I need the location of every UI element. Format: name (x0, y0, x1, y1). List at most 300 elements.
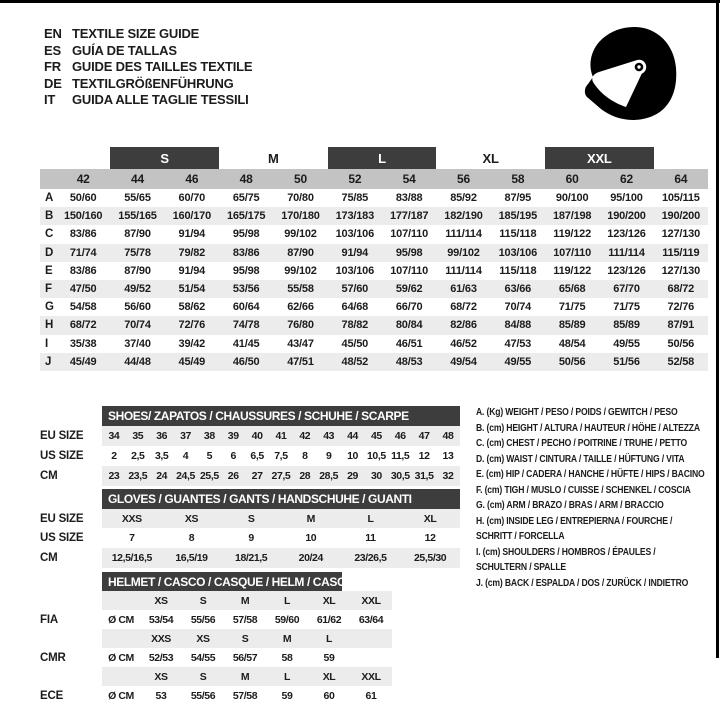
table-cell: 165/175 (226, 210, 266, 223)
section-cell: 46 (394, 430, 406, 442)
table-cell: 71/74 (69, 246, 97, 259)
section-cell: 7 (129, 532, 135, 545)
section-cell: 26 (227, 470, 239, 482)
legend-line: E. (cm) HIP / CADERA / HANCHE / HÜFTE / HIPS / BACINO (476, 468, 705, 480)
language-title: GUIDA ALLE TAGLIE TESSILI (72, 92, 249, 107)
section-cell: 8 (302, 450, 308, 462)
row-label: C (45, 228, 54, 241)
table-cell: 45/49 (69, 355, 97, 368)
size-group-m: M (268, 150, 279, 166)
table-cell: 70/74 (124, 319, 151, 332)
section-cell: M (240, 594, 250, 607)
table-cell: 87/90 (124, 228, 151, 241)
table-cell: 68/72 (450, 301, 477, 314)
section-cell: 2 (111, 450, 117, 462)
table-cell: 44/48 (124, 355, 151, 368)
section-row-band (102, 648, 392, 667)
section-cell: 36 (156, 430, 168, 442)
size-column-header: 56 (457, 172, 470, 186)
table-cell: 65/68 (558, 283, 586, 296)
section-cell: 7,5 (274, 450, 288, 462)
section-cell: 23/26,5 (354, 551, 387, 564)
table-cell: 55/58 (287, 283, 314, 296)
section-cell: 57/58 (232, 613, 258, 626)
unit-cell: Ø CM (108, 613, 134, 626)
right-border (716, 0, 719, 658)
table-cell: 41/45 (232, 337, 260, 350)
row-label: G (45, 301, 54, 314)
table-cell: 127/130 (661, 228, 700, 241)
table-cell: 51/56 (613, 355, 640, 368)
table-cell: 123/126 (607, 228, 646, 241)
table-cell: 105/115 (661, 192, 700, 205)
table-cell: 111/114 (445, 228, 482, 241)
table-cell: 91/94 (178, 228, 206, 241)
section-cell: 61 (365, 689, 377, 702)
language-row (44, 59, 252, 76)
row-label: J (45, 355, 52, 368)
table-cell: 99/102 (284, 228, 317, 241)
section-cell: 2,5 (131, 450, 145, 462)
section-row-band (102, 466, 460, 486)
section-row-band (102, 548, 460, 568)
table-cell: 50/56 (667, 337, 695, 350)
section-cell: XS (154, 594, 168, 607)
table-cell: 48/53 (395, 355, 423, 368)
section-row-band (102, 509, 460, 529)
table-cell: 74/78 (232, 319, 260, 332)
section-row-label: CMR (40, 651, 66, 664)
section-cell: 11,5 (391, 450, 410, 462)
language-code: IT (44, 92, 56, 107)
section-row (40, 509, 460, 529)
table-cell: 57/60 (341, 283, 369, 296)
section-row-label: EU SIZE (40, 512, 84, 525)
section-cell: 8 (188, 532, 195, 545)
section-cell: XS (196, 632, 210, 645)
section-row (40, 610, 392, 629)
shoes-size-table (40, 406, 460, 486)
table-cell: 72/76 (178, 319, 206, 332)
language-code: FR (44, 59, 61, 74)
section-cell: 41 (275, 430, 287, 442)
section-cell: S (199, 670, 207, 683)
table-cell: 90/100 (555, 192, 589, 205)
table-cell: 56/60 (124, 301, 151, 314)
unit-cell: Ø CM (108, 689, 134, 702)
section-row (40, 667, 392, 686)
racing-helmet-icon (580, 20, 680, 126)
section-cell: 12 (418, 450, 430, 462)
section-row (40, 648, 392, 667)
section-cell: L (325, 632, 332, 645)
table-cell: 60/64 (232, 301, 260, 314)
section-cell: 6 (230, 450, 236, 462)
section-cell: 24,5 (176, 470, 195, 482)
legend-line: SCHULTERN / SPALLE (476, 561, 567, 573)
table-row-b (40, 207, 708, 225)
section-row (40, 528, 460, 548)
table-cell: 85/92 (450, 192, 477, 205)
section-cell: L (283, 594, 290, 607)
section-cell: 63/64 (358, 613, 384, 626)
section-cell: 55/56 (190, 689, 216, 702)
section-row-band (102, 610, 392, 629)
legend-line: A. (Kg) WEIGHT / PESO / POIDS / GEWITCH / PESO (476, 406, 678, 418)
table-cell: 49/52 (124, 283, 151, 296)
section-cell: 54/55 (190, 651, 216, 664)
size-group-row (40, 147, 708, 169)
table-cell: 62/66 (287, 301, 314, 314)
row-label: E (45, 264, 53, 277)
language-row (44, 92, 252, 109)
section-cell: 30 (370, 470, 382, 482)
section-cell: 16,5/19 (175, 551, 208, 564)
language-row (44, 26, 252, 43)
section-cell: S (199, 594, 207, 607)
legend-line: H. (cm) INSIDE LEG / ENTREPIERNA / FOURCHE / (476, 514, 673, 527)
table-cell: 61/63 (450, 283, 477, 296)
table-cell: 84/88 (504, 319, 532, 332)
row-label: F (45, 283, 52, 296)
section-cell: 3,5 (154, 450, 169, 462)
section-row-band (102, 629, 392, 648)
section-cell: XL (423, 512, 437, 525)
section-cell: 45 (370, 430, 382, 442)
section-cell: 43 (323, 430, 335, 442)
section-cell: 52/53 (148, 651, 174, 664)
size-group-s: S (110, 147, 219, 169)
table-cell: 190/200 (607, 210, 646, 223)
helmet-size-table (40, 572, 392, 705)
legend-line: SCHRITT / FORCELLA (476, 530, 565, 542)
table-cell: 46/51 (395, 337, 423, 350)
size-group-l: L (328, 147, 437, 169)
section-row-label (40, 667, 102, 686)
section-row (40, 686, 392, 705)
section-cell: XL (322, 670, 336, 683)
section-label-spacer (40, 489, 102, 509)
table-row-c (40, 225, 708, 243)
section-cell: 23,5 (128, 470, 148, 482)
table-cell: 95/98 (395, 246, 423, 259)
section-cell: 38 (203, 430, 215, 442)
section-cell: 25,5 (199, 470, 219, 482)
table-cell: 45/50 (341, 337, 369, 350)
table-cell: 99/102 (284, 264, 317, 277)
section-cell: 29 (347, 470, 358, 482)
table-cell: 39/42 (178, 337, 206, 350)
table-cell: 87/90 (124, 264, 151, 277)
table-cell: 111/114 (608, 246, 645, 259)
table-cell: 87/91 (667, 319, 695, 332)
section-cell: 34 (108, 430, 120, 442)
section-cell: 27,5 (271, 470, 291, 482)
table-cell: 103/106 (335, 228, 374, 241)
language-code: ES (44, 42, 61, 58)
legend-line: C. (cm) CHEST / PECHO / POITRINE / TRUHE / PETTO (476, 437, 688, 449)
section-cell: 56/57 (232, 651, 258, 664)
section-cell: 57/58 (232, 689, 258, 702)
section-cell: 24 (156, 470, 168, 482)
gloves-size-table (40, 489, 460, 568)
size-column-header: 48 (239, 172, 253, 186)
table-cell: 170/180 (281, 210, 320, 223)
legend-entry (476, 467, 714, 483)
table-cell: 63/66 (504, 283, 532, 296)
section-title: HELMET / CASCO / CASQUE / HELM / CASCO (102, 572, 342, 591)
section-title-row (40, 489, 460, 509)
table-cell: 80/84 (395, 319, 423, 332)
textile-rows (40, 189, 708, 371)
section-cell: XXL (361, 670, 381, 683)
legend-entry (476, 405, 714, 421)
table-cell: 71/75 (613, 301, 640, 314)
section-row (40, 426, 460, 446)
table-cell: 150/160 (63, 210, 103, 223)
section-cell: 58 (281, 651, 293, 664)
section-cell: 28,5 (319, 470, 339, 482)
section-row-label: US SIZE (40, 532, 84, 545)
section-row-label: EU SIZE (40, 430, 84, 442)
legend-line: B. (cm) HEIGHT / ALTURA / HAUTEUR / HÖHE / ALTEZZA (476, 421, 700, 434)
table-cell: 75/85 (341, 192, 369, 205)
table-cell: 48/52 (341, 355, 369, 368)
table-cell: 55/65 (124, 192, 151, 205)
section-cell: XS (154, 670, 168, 683)
section-cell: S (247, 512, 255, 525)
table-cell: 60/70 (178, 192, 206, 205)
legend-line: F. (cm) TIGH / MUSLO / CUISSE / SCHENKEL / COSCIA (476, 483, 691, 496)
section-row-label: ECE (40, 689, 64, 702)
section-cell: 28 (299, 470, 311, 482)
section-cell: 11 (365, 532, 376, 545)
table-cell: 107/110 (390, 228, 429, 241)
table-cell: 66/70 (395, 301, 423, 314)
table-cell: 67/70 (613, 283, 640, 296)
row-label: H (45, 319, 54, 332)
measurement-legend (476, 405, 714, 591)
table-cell: 185/195 (498, 210, 537, 223)
table-cell: 103/106 (498, 246, 537, 259)
table-cell: 48/54 (558, 337, 586, 350)
size-column-header: 60 (565, 172, 579, 186)
table-row-d (40, 244, 708, 262)
table-cell: 49/54 (450, 355, 477, 368)
language-row (44, 43, 252, 60)
language-code: EN (44, 26, 62, 41)
size-column-header: 46 (185, 172, 199, 186)
language-title: TEXTILGRÖßENFÜHRUNG (72, 75, 234, 91)
table-cell: 115/118 (499, 264, 537, 277)
table-cell: 83/88 (395, 192, 423, 205)
row-label: B (45, 210, 54, 223)
table-cell: 51/54 (178, 283, 206, 296)
section-cell: 30,5 (390, 470, 410, 482)
legend-entry (476, 452, 714, 468)
table-cell: 85/89 (613, 319, 640, 332)
section-row (40, 629, 392, 648)
table-cell: 83/86 (69, 264, 97, 277)
table-cell: 64/68 (341, 301, 369, 314)
section-cell: 40 (251, 430, 263, 442)
size-column-header: 50 (294, 172, 307, 186)
language-title: GUIDE DES TAILLES TEXTILE (72, 59, 253, 74)
table-cell: 50/56 (558, 355, 586, 368)
section-cell: 12,5/16,5 (111, 551, 152, 564)
table-row-h (40, 316, 708, 334)
table-cell: 78/82 (341, 319, 369, 332)
section-cell: 59/60 (274, 613, 300, 626)
top-border (0, 0, 720, 3)
table-cell: 85/89 (558, 319, 586, 332)
size-column-header: 62 (620, 172, 633, 186)
section-cell: 25,5/30 (413, 551, 447, 564)
section-cell: 13 (442, 450, 454, 462)
section-cell: M (240, 670, 250, 683)
legend-entry (476, 436, 714, 452)
size-column-header: 58 (511, 172, 525, 186)
section-cell: M (282, 632, 292, 645)
table-cell: 72/76 (667, 301, 695, 314)
legend-entry (476, 421, 714, 437)
section-cell: 6,5 (250, 450, 264, 462)
legend-line: J. (cm) BACK / ESPALDA / DOS / ZURÜCK / INDIETRO (476, 576, 689, 589)
section-cell: M (306, 512, 315, 525)
section-row-band (102, 667, 392, 686)
table-cell: 107/110 (390, 264, 429, 277)
size-group-xl: XL (482, 150, 499, 166)
table-cell: 35/38 (69, 337, 97, 350)
section-cell (350, 648, 392, 667)
section-cell: 42 (299, 430, 311, 442)
section-cell: S (241, 632, 249, 645)
section-label-spacer (40, 572, 102, 591)
table-cell: 83/86 (69, 228, 97, 241)
table-row-a (40, 189, 708, 207)
table-cell: 53/56 (232, 283, 260, 296)
table-cell: 95/98 (232, 228, 260, 241)
section-cell: 59 (281, 689, 293, 702)
language-code: DE (44, 75, 62, 91)
table-cell: 82/86 (450, 319, 477, 332)
table-cell: 91/94 (341, 246, 369, 259)
section-row-label: US SIZE (40, 450, 84, 462)
legend-line: D. (cm) WAIST / CINTURA / TAILLE / HÜFTUNG / VITA (476, 452, 685, 465)
section-cell: 32 (442, 470, 454, 482)
table-cell: 123/126 (607, 264, 646, 277)
unit-cell (102, 629, 140, 648)
table-cell: 79/82 (178, 246, 206, 259)
section-cell: 35 (132, 430, 144, 442)
table-cell: 91/94 (178, 264, 206, 277)
section-cell: 47 (418, 430, 430, 442)
table-cell: 119/122 (553, 264, 592, 277)
section-cell: 9 (248, 532, 254, 545)
table-cell: 187/198 (552, 210, 592, 223)
table-cell: 45/49 (178, 355, 206, 368)
table-cell: 65/75 (232, 192, 260, 205)
table-cell: 58/62 (178, 301, 206, 314)
section-cell: 59 (323, 651, 335, 664)
section-row-label (40, 629, 102, 648)
section-title: GLOVES / GUANTES / GANTS / HANDSCHUHE / GUANTI (102, 489, 460, 509)
table-cell: 190/200 (661, 210, 700, 223)
section-cell: 12 (424, 532, 436, 545)
section-cell: 9 (325, 450, 332, 462)
section-title: SHOES/ ZAPATOS / CHAUSSURES / SCHUHE / SCARPE (102, 406, 460, 426)
table-row-g (40, 298, 708, 316)
section-cell: XL (322, 594, 336, 607)
section-cell: 61/62 (316, 613, 342, 626)
section-row-band (102, 446, 460, 466)
section-cell: 23 (108, 470, 120, 482)
section-label-spacer (40, 406, 102, 426)
size-group-xxl: XXL (545, 147, 654, 169)
table-cell: 95/100 (610, 192, 643, 205)
table-cell: 68/72 (69, 319, 97, 332)
section-cell (350, 629, 392, 648)
table-cell: 49/55 (504, 355, 532, 368)
section-row-label: CM (40, 470, 58, 482)
section-cell: 60 (323, 689, 335, 702)
textile-size-table (40, 147, 708, 371)
legend-entry (476, 498, 714, 514)
row-label: I (45, 337, 48, 350)
section-row-label: CM (40, 551, 58, 564)
size-column-header: 52 (348, 172, 362, 186)
table-cell: 87/95 (504, 192, 532, 205)
section-row-label (40, 591, 102, 610)
section-cell: 39 (227, 430, 239, 442)
section-cell: 53 (155, 689, 167, 702)
legend-entry (476, 576, 714, 592)
language-title: TEXTILE SIZE GUIDE (72, 26, 200, 41)
section-row-band (102, 426, 460, 446)
table-cell: 71/75 (558, 301, 586, 314)
table-cell: 87/90 (287, 246, 314, 259)
table-cell: 47/53 (504, 337, 532, 350)
section-cell: 20/24 (298, 551, 323, 564)
section-cell: 4 (182, 450, 189, 462)
section-cell: 5 (206, 450, 213, 462)
table-cell: 70/80 (287, 192, 314, 205)
section-cell: 10,5 (366, 450, 386, 462)
section-cell: 48 (442, 430, 454, 442)
section-row-band (102, 686, 392, 705)
legend-entry (476, 483, 714, 499)
table-cell: 103/106 (335, 264, 374, 277)
table-row-i (40, 335, 708, 353)
section-row (40, 446, 460, 466)
section-cell: 44 (347, 430, 358, 442)
size-column-header: 42 (76, 172, 90, 186)
unit-cell (102, 667, 140, 686)
language-row (44, 76, 252, 93)
table-cell: 182/190 (444, 210, 483, 223)
unit-cell (102, 591, 140, 610)
section-cell: L (283, 670, 290, 683)
table-cell: 75/78 (124, 246, 151, 259)
language-title: GUÍA DE TALLAS (72, 42, 177, 58)
section-cell: 55/56 (190, 613, 216, 626)
legend-line: G. (cm) ARM / BRAZO / BRAS / ARM / BRACCIO (476, 499, 664, 511)
table-cell: 119/122 (553, 228, 592, 241)
size-column-header: 64 (674, 172, 688, 186)
table-cell: 54/58 (69, 301, 97, 314)
table-cell: 68/72 (667, 283, 695, 296)
table-cell: 160/170 (172, 210, 211, 223)
